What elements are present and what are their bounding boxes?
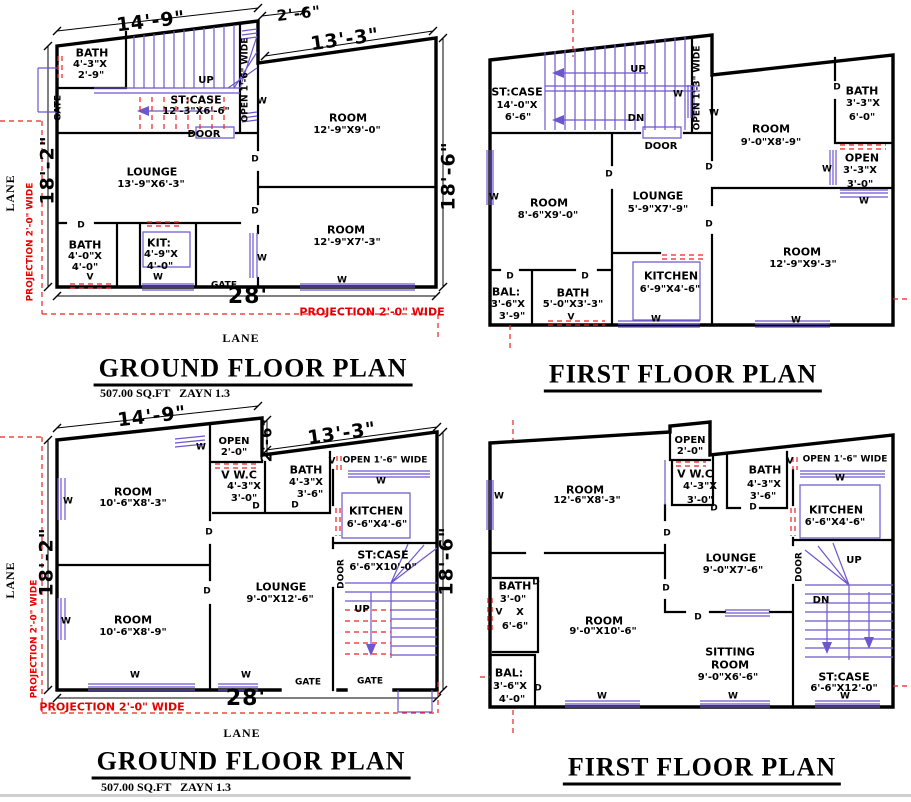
door-letter: D [705, 219, 713, 230]
window-letter: W [241, 670, 251, 681]
ff2-staircase-dim: 6'-6"X12'-0" [810, 683, 878, 694]
gf1-bath1-dim1: 4'-3"X [72, 59, 108, 70]
ff2-open-strip-label: OPEN 1'-6" WIDE [802, 454, 888, 465]
ff2-bath1-label: BATH [748, 463, 782, 477]
door-letter: D [205, 527, 213, 538]
gf1-lane-left-label: LANE [3, 174, 17, 212]
gf1-title: GROUND FLOOR PLAN [94, 356, 413, 387]
ff1-up-arrowhead [552, 68, 564, 78]
window-letter: W [130, 670, 140, 681]
door-letter: D [705, 162, 713, 173]
window-letter: W [257, 253, 267, 264]
ff1-bal-dim1: 3'-6"X [490, 299, 526, 310]
gf2-room2-dim: 10'-6"X8'-9" [99, 627, 167, 638]
gf2-projection-bottom-label: PROJECTION 2'-0" WIDE [39, 700, 185, 714]
gf1-bath1-dim2: 2'-9" [77, 70, 105, 81]
gf1-dim-bottom: 28' [227, 284, 269, 309]
door-letter: D [291, 500, 299, 511]
gf2-door-label: DOOR [336, 559, 347, 589]
gf1-room1-label: ROOM [328, 111, 368, 125]
door-letter: D [710, 503, 718, 514]
door-letter: D [833, 82, 841, 93]
gf2-wc-label: V W.C [221, 468, 257, 482]
window-letter: W [597, 691, 607, 702]
ff1-bal-label: BAL: [491, 285, 521, 299]
ff1-open-label: OPEN [844, 151, 880, 165]
ff1-open-dim1: 3'-3"X [842, 165, 878, 176]
gf2-bath1-label: BATH [289, 463, 323, 477]
window-letter: W [63, 496, 73, 507]
gf2-room2-label: ROOM [113, 613, 153, 627]
gf1-dim-top-right: 13'-3" [309, 23, 381, 56]
gf2-dim-bottom: 28' [225, 686, 267, 711]
gf1-windows [142, 29, 415, 290]
gf2-wc-dim2: 3'-0" [230, 493, 258, 504]
ff2-bath1-dim2: 3'-6" [749, 491, 777, 502]
gf2-dim-right: 18'-6" [435, 526, 458, 596]
gf2-lane-bottom-label: LANE [223, 726, 261, 740]
gf1-bath2-label: BATH [68, 238, 102, 252]
door-letter: D [663, 528, 671, 539]
ff1-kitchen-dim: 6'-9"X4'-6" [639, 284, 701, 295]
ff1-room3-dim: 12'-9"X9'-3" [769, 259, 837, 270]
vent-letter: V [86, 272, 94, 283]
ff2-dn-label: DN [812, 595, 830, 606]
ff1-room2-label: ROOM [529, 196, 569, 210]
ff2-bath1-dim1: 4'-3"X [746, 479, 782, 490]
gf1-bath2-dim2: 4'-0" [71, 262, 99, 273]
gf1-kit-label: KIT: [147, 236, 171, 250]
gf2-wc-dim1: 4'-3"X [226, 481, 262, 492]
window-letter: W [840, 691, 850, 702]
ff1-up-label: UP [630, 64, 646, 75]
ff1-bath1-dim1: 3'-3"X [845, 98, 881, 109]
gf1-projection-left-label: PROJECTION 2'-0" WIDE [25, 182, 36, 302]
gf2-open-strip-label: OPEN 1'-6" WIDE [342, 455, 428, 466]
door-letter: D [532, 577, 540, 588]
ff2-bal-dim2: 4'-0" [498, 694, 526, 705]
ff1-kitchen-label: KITCHEN [643, 269, 699, 283]
ff1-lounge-label: LOUNGE [632, 189, 684, 203]
gf2-dim-left: 18'-2" [35, 527, 58, 597]
window-letter: W [153, 272, 163, 283]
ff2-door-label: DOOR [794, 552, 805, 582]
ff2-wc-dim2: 3'-0" [686, 495, 714, 506]
ff2-bath2-dim2: X [516, 607, 524, 618]
ff2-kitchen-dim: 6'-6"X4'-6" [804, 517, 866, 528]
ff1-room1-label: ROOM [751, 122, 791, 136]
gf1-room1-dim: 12'-9"X9'-0" [313, 125, 381, 136]
ff2-wc-dim1: 4'-3"X [682, 481, 718, 492]
ff1-staircase-dim2: 6'-6" [504, 112, 532, 123]
door-letter: D [581, 271, 589, 282]
window-letter: W [822, 164, 832, 175]
gf1-dim-right: 18'-6" [437, 141, 460, 211]
gf1-lane-bottom-label: LANE [222, 331, 260, 345]
gf1-bath1-label: BATH [75, 46, 109, 60]
gf2-dim-top-right: 13'-3" [306, 417, 378, 450]
gf2-room1-label: ROOM [113, 485, 153, 499]
window-letter: W [791, 315, 801, 326]
ff1-bath2-label: BATH [556, 286, 590, 300]
ff2-bath2-label: BATH [498, 579, 532, 593]
ff2-bal-label: BAL: [494, 666, 524, 680]
gf2-lounge-label: LOUNGE [255, 580, 307, 594]
window-letter: W [489, 192, 499, 203]
window-letter: W [337, 275, 347, 286]
gf1-gate-left-label: GATE [53, 95, 64, 121]
window-bottom-edge [0, 794, 911, 797]
ff2-open-label: OPEN [674, 435, 706, 446]
gf2-red-dashed [0, 437, 438, 713]
door-letter: D [203, 586, 211, 597]
gf2-open-label: OPEN [218, 436, 250, 447]
gf1-bath2-dim1: 4'-0"X [67, 251, 103, 262]
ff1-bal-dim2: 3'-9" [498, 311, 526, 322]
gf2-staircase-label: ST:CASE [357, 548, 409, 562]
door-letter: D [694, 612, 702, 623]
gf2-subtitle: 507.00 SQ.FT ZAYN 1.3 [100, 780, 232, 794]
ff2-lounge-dim: 9'-0"X7'-6" [702, 565, 764, 576]
door-letter: D [251, 206, 259, 217]
gf1-staircase-label: ST:CASE [170, 93, 222, 107]
gf1-up-label: UP [198, 75, 214, 86]
ff2-kitchen-label: KITCHEN [808, 503, 864, 517]
gf2-kitchen-label: KITCHEN [348, 504, 404, 518]
vent-letter: V [786, 456, 794, 467]
ff2-room2-label: ROOM [584, 614, 624, 628]
ff2-staircase-label: ST:CASE [818, 670, 870, 684]
gf1-lounge-label: LOUNGE [126, 165, 178, 179]
gf1-projection-bottom-label: PROJECTION 2'-0" WIDE [299, 305, 445, 319]
door-letter: D [77, 220, 85, 231]
gf1-dim-left: 18'-2" [36, 135, 59, 205]
vent-letter: V [328, 456, 336, 467]
gf1-kit-dim2: 4'-0" [146, 261, 174, 272]
gf2-title: GROUND FLOOR PLAN [92, 749, 411, 780]
window-letter: W [835, 473, 845, 484]
ff2-sitting-label2: ROOM [710, 658, 750, 672]
window-letter: W [196, 442, 206, 453]
door-letter: D [506, 271, 514, 282]
ff2-dn-arrowhead2 [864, 637, 874, 649]
gf1-stair-arrowhead [137, 106, 149, 116]
ff2-open-dim: 2'-0" [676, 446, 704, 457]
ff2-title: FIRST FLOOR PLAN [563, 755, 841, 786]
window-letter: W [494, 491, 504, 502]
window-letter: W [651, 314, 661, 325]
ff1-lounge-dim: 5'-9"X7'-9" [627, 204, 689, 215]
ff2-bath2-dim3: 6'-6" [501, 621, 529, 632]
window-letter: W [709, 108, 719, 119]
vent-letter: V [567, 312, 575, 323]
gf1-staircase-dim: 12'-3"X6'-6" [162, 106, 230, 117]
gf1-lounge-dim: 13'-9"X6'-3" [117, 179, 185, 190]
gf2-staircase-dim: 6'-6"X10'-0" [349, 562, 417, 573]
door-letter: D [605, 169, 613, 180]
gf2-bath1-dim2: 3'-6" [296, 489, 324, 500]
door-letter: D [534, 683, 542, 694]
ff2-room2-dim: 9'-0"X10'-6" [569, 626, 637, 637]
gf2-open-dim: 2'-0" [220, 447, 248, 458]
gf1-room2-dim: 12'-9"X7'-3" [313, 237, 381, 248]
ff1-title: FIRST FLOOR PLAN [544, 362, 822, 393]
gf2-dim-offset: 2'-6" [257, 417, 276, 463]
ff2-room1-dim: 12'-6"X8'-3" [553, 495, 621, 506]
gf2-lounge-dim: 9'-0"X12'-6" [246, 594, 314, 605]
ff1-open-dim2: 3'-0" [846, 179, 874, 190]
door-letter: D [251, 154, 259, 165]
gf2-room1-dim: 10'-6"X8'-3" [99, 498, 167, 509]
gf2-gate-label: GATE [357, 676, 383, 687]
gf1-open-strip-label: OPEN 1'-6" WIDE [240, 37, 251, 123]
gf1-dim-top: 14'-9" [115, 6, 187, 37]
ff1-bath2-dim: 5'-0"X3'-3" [542, 299, 604, 310]
ff1-dn-arrowhead [552, 115, 564, 125]
gf1-room2-label: ROOM [326, 223, 366, 237]
window-letter: W [61, 616, 71, 627]
gf1-door-label: DOOR [187, 129, 221, 140]
ff2-sitting-label1: SITTING [705, 645, 755, 659]
vent-letter: V [495, 607, 503, 618]
ff2-bal-dim1: 3'-6"X [492, 681, 528, 692]
window-letter: W [257, 96, 267, 107]
ff1-open-strip-label: OPEN 1'-3" WIDE [692, 45, 703, 131]
ff2-lounge-label: LOUNGE [705, 551, 757, 565]
gf2-projection-left-label: PROJECTION 2'-0" WIDE [29, 579, 40, 699]
door-letter: D [662, 583, 670, 594]
ff1-dn-label: DN [627, 113, 645, 124]
gf1-kit-dim1: 4'-9"X [143, 249, 179, 260]
ff1-bath1-dim2: 6'-0" [848, 112, 876, 123]
window-letter: W [728, 691, 738, 702]
window-letter: W [376, 476, 386, 487]
ff1-room3-label: ROOM [782, 245, 822, 259]
ff1-staircase-label: ST:CASE [491, 85, 543, 99]
gf1-subtitle: 507.00 SQ.FT ZAYN 1.3 [99, 386, 231, 400]
ff2-wc-label: V W.C [677, 467, 713, 481]
ff2-room1-label: ROOM [565, 483, 605, 497]
ff1-room1-dim: 9'-0"X8'-9" [740, 137, 802, 148]
gf1-gate-bottom-label: GATE [211, 280, 237, 291]
gf2-dim-top: 14'-9" [116, 401, 188, 432]
ff1-door-label: DOOR [644, 141, 678, 152]
door-letter: D [252, 501, 260, 512]
gf2-gate-label: GATE [295, 677, 321, 688]
door-letter: D [749, 502, 757, 513]
ff1-staircase-dim1: 14'-0"X [496, 100, 538, 111]
gf2-kitchen-dim: 6'-6"X4'-6" [346, 519, 408, 530]
window-letter: W [673, 89, 683, 100]
ff2-sitting-dim: 9'-0"X6'-6" [697, 672, 759, 683]
gf2-up-label: UP [354, 604, 370, 615]
ff2-bath2-dim1: 3'-0" [499, 594, 527, 605]
gf1-dim-offset: 2'-6" [275, 2, 323, 25]
ff2-up-label: UP [846, 555, 862, 566]
ff1-bath1-label: BATH [845, 84, 879, 98]
ff1-room2-dim: 8'-6"X9'-0" [517, 210, 579, 221]
gf2-lane-left-label: LANE [3, 561, 17, 599]
window-letter: W [859, 196, 869, 207]
gf2-bath1-dim1: 4'-3"X [288, 477, 324, 488]
